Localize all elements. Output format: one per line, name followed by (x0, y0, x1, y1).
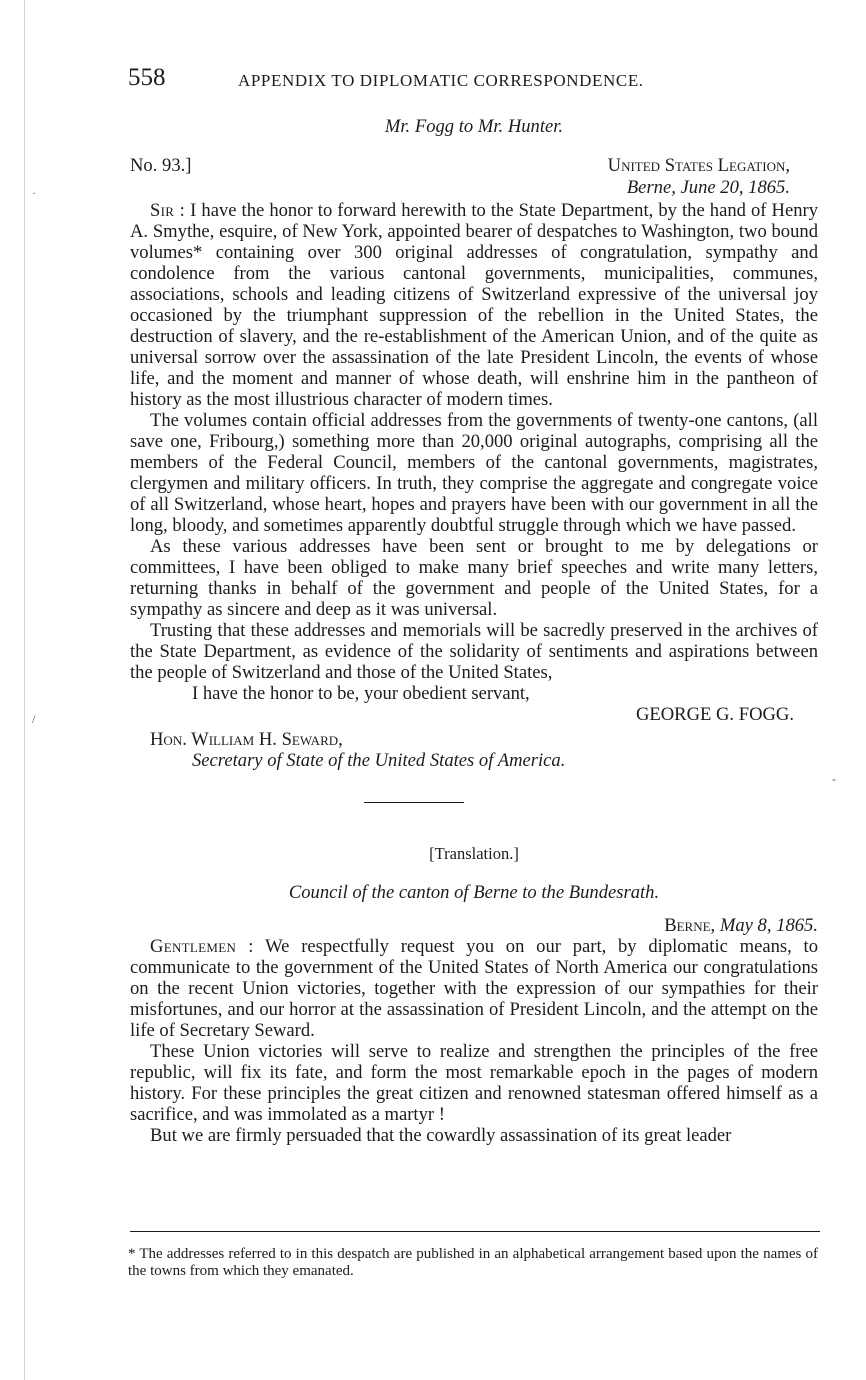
signature: GEORGE G. FOGG. (635, 704, 794, 725)
dateline-place: Berne, (664, 915, 716, 936)
paragraph: As these various addresses have been sent or brought to me by delegations or committees, I have been obliged to make many brief speeches and write many letters, returning thanks in behalf of the government and people of the United States, for a sympathy as sincere and deep as it was universal. (130, 536, 818, 620)
letter-heading: Council of the canton of Berne to the Bundesrath. (288, 882, 660, 903)
margin-mark: / (32, 712, 36, 726)
left-margin-rule (24, 0, 25, 1380)
footnote: * The addresses referred to in this despatch are published in an alphabetical arrangement based upon the names of the towns from which they emanated. (128, 1246, 818, 1279)
paragraph: These Union victories will serve to realize and strengthen the principles of the free republic, will fix its fate, and form the most remarkable epoch in the pages of modern history. For these principles the great citizen and renowned statesman offered himself as a sacrifice, and was immolated as a martyr ! (130, 1041, 818, 1125)
legation-name: United States Legation, (607, 155, 790, 176)
paragraph (130, 200, 818, 410)
page-number: 558 (128, 64, 166, 91)
letter-heading: Mr. Fogg to Mr. Hunter. (384, 116, 564, 137)
letter-dateline: Berne, June 20, 1865. (626, 177, 790, 198)
addressee-title: Secretary of State of the United States of America. (192, 750, 566, 771)
addressee: Hon. William H. Seward, (150, 729, 343, 750)
despatch-number-line (130, 155, 818, 177)
paragraph: Trusting that these addresses and memorials will be sacredly preserved in the archives of the State Department, as evidence of the solidarity of sentiments and aspirations between the people of Switzerland and those of the United States, (130, 620, 818, 683)
document-body (130, 116, 818, 1146)
margin-mark: - (832, 772, 836, 786)
page-header (128, 64, 818, 96)
despatch-number: No. 93.] (130, 155, 192, 176)
paragraph: But we are firmly persuaded that the cowardly assassination of its great leader (150, 1125, 732, 1146)
paragraph: The volumes contain official addresses from the governments of twenty-one cantons, (all save one, Fribourg,) something more than 20,000 original autographs, comprising all the members of the Federal Council, members of the cantonal governments, magistrates, clergymen and military officers. In truth, they comprise the aggregate and congregate voice of all Switzerland, whose heart, hopes and prayers have been with our government in all the long, bloody, and sometimes apparently doubtful struggle through which we have passed. (130, 410, 818, 536)
closing: I have the honor to be, your obedient servant, (192, 683, 530, 704)
salutation: Gentlemen : (150, 936, 254, 957)
dateline-date: May 8, 1865. (719, 915, 818, 936)
margin-mark: · (32, 186, 36, 200)
translation-note: [Translation.] (429, 844, 519, 863)
salutation: Sir : (150, 200, 186, 221)
paragraph-text: We respectfully request you on our part, by diplomatic means, to communicate to the government of the United States of North America our congratulations on the recent Union victories, together with the expression of our sympathies for their misfortunes, and our horror at the assassination of President Lincoln, and the attempt on the life of Secretary Seward. (130, 936, 819, 1041)
footnote-rule (130, 1231, 820, 1232)
letter-dateline (130, 915, 818, 936)
section-divider (364, 802, 464, 803)
paragraph (130, 936, 818, 1041)
paragraph-text: I have the honor to forward herewith to the State Department, by the hand of Henry A. Smythe, esquire, of New York, appointed bearer of despatches to Washington, two bound volumes* containing over 300 original addresses of congratulation, sympathy and condolence from the various cantonal governments, municipalities, communes, associations, schools and leading citizens of Switzerland expressive of the universal joy occasioned by the triumphant suppression of the rebellion in the United States, the destruction of slavery, and the re-establishment of the American Union, and of the quite as universal sorrow over the assassination of the late President Lincoln, the events of whose life, and the moment and manner of whose death, will enshrine him in the pantheon of history as the most illustrious character of modern times. (130, 200, 819, 410)
running-head: APPENDIX TO DIPLOMATIC CORRESPONDENCE. (238, 71, 644, 90)
